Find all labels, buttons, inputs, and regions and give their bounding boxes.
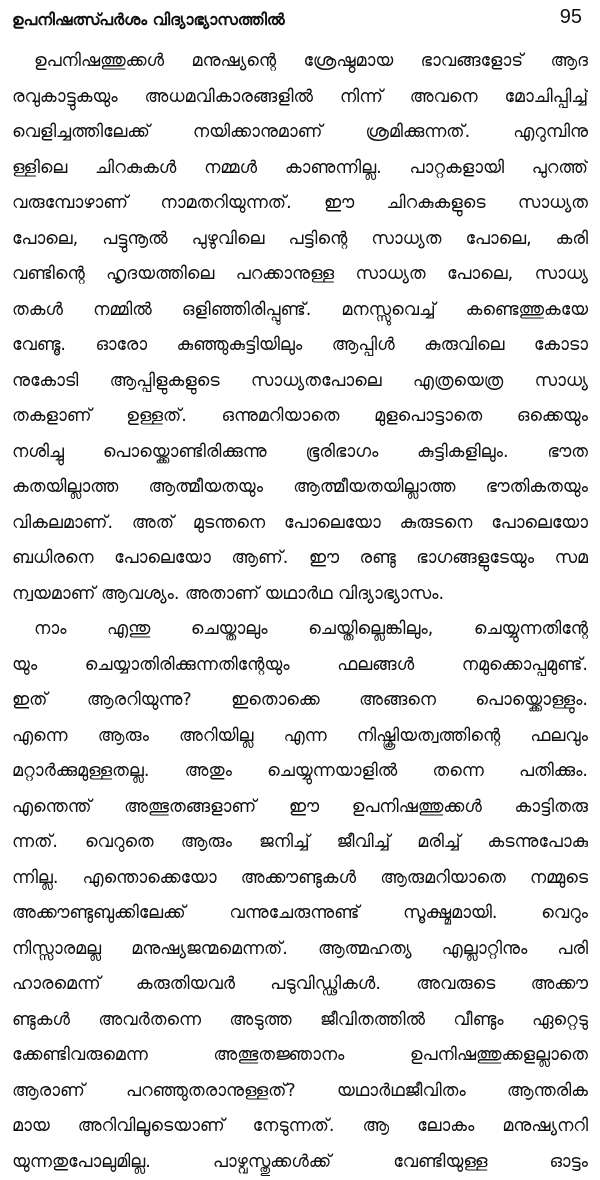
text-line: നിസ്സാരമല്ല മനുഷ്യജന്മമെന്നത്. ആത്മഹത്യ എല്ലാറ്റിനും പരി: [12, 932, 588, 968]
text-line: തകൾ നമ്മിൽ ഒളിഞ്ഞിരിപ്പുണ്ട്. മനസ്സുവെച്ച് കണ്ടെത്തുകയേ: [12, 293, 588, 329]
text-line: രവുകാട്ടുകയും അധമവികാരങ്ങളിൽ നിന്ന് അവനെ മോചിപ്പിച്ച്: [12, 80, 588, 116]
text-line: ന്നത്. വെറുതെ ആരും ജനിച്ച് ജീവിച്ച് മരിച്ച് കടന്നുപോകു: [12, 825, 588, 861]
text-line: പോലെ, പട്ടുനൂൽ പുഴുവിലെ പട്ടിന്റെ സാധ്യത പോലെ, കരി: [12, 222, 588, 258]
text-line: എന്നെ ആരും അറിയില്ല എന്ന നിഷ്ക്രിയത്വത്തിന്റെ ഫലവും: [12, 719, 588, 755]
text-line: വെളിച്ചത്തിലേക്ക് നയിക്കാനുമാണ് ശ്രമിക്കുന്നത്. എറുമ്പിനു: [12, 115, 588, 151]
text-line: ഹാരമെന്ന് കരുതിയവർ പടുവിഡ്ഢികൾ. അവരുടെ അക്കൗ: [12, 967, 588, 1003]
text-line: നുകോടി ആപ്പിളുകളുടെ സാധ്യതപോലെ എത്രയെത്ര സാധ്യ: [12, 364, 588, 400]
text-line: ന്വയമാണ് ആവശ്യം. അതാണ് യഥാർഥ വിദ്യാഭ്യാസം.: [12, 577, 588, 613]
text-line: മറ്റാർക്കുമുള്ളതല്ല. അതും ചെയ്യുന്നയാളിൽ തന്നെ പതിക്കും.: [12, 754, 588, 790]
text-line: ക്കേണ്ടിവരുമെന്ന അത്ഭുതജ്ഞാനം ഉപനിഷത്തുക്കളല്ലാതെ: [12, 1038, 588, 1074]
page-number: 95: [560, 6, 582, 29]
running-head: ഉപനിഷത്സ്പർശം വിദ്യാഭ്യാസത്തിൽ: [12, 10, 285, 30]
text-line: വണ്ടിന്റെ ഹൃദയത്തിലെ പറക്കാനുള്ള സാധ്യത പോലെ, സാധ്യ: [12, 257, 588, 293]
body-text: [12, 44, 588, 1180]
text-line: തകളാണ് ഉള്ളത്. ഒന്നുമറിയാതെ മുളപൊട്ടാതെ ഒക്കെയും: [12, 399, 588, 435]
text-line: ഇത് ആരറിയുന്നു? ഇതൊക്കെ അങ്ങനെ പൊയ്ക്കൊള്ളും.: [12, 683, 588, 719]
page-header: [12, 4, 588, 34]
text-line: യുന്നതുപോലുമില്ല. പാഴ്വസ്തുക്കൾക്ക് വേണ്ടിയുള്ള ഓട്ടം: [12, 1145, 588, 1180]
text-line: ബധിരനെ പോലെയോ ആണ്. ഈ രണ്ടു ഭാഗങ്ങളുടേയും സമ: [12, 541, 588, 577]
text-line: ള്ളിലെ ചിറകുകൾ നമ്മൾ കാണുന്നില്ല. പാറ്റകളായി പുറത്ത്: [12, 151, 588, 187]
text-line: വരുമ്പോഴാണ് നാമതറിയുന്നത്. ഈ ചിറകുകളുടെ സാധ്യത: [12, 186, 588, 222]
text-line: നാം എന്തു ചെയ്താലും ചെയ്തില്ലെങ്കിലും, ചെയ്യുന്നതിന്റേ: [12, 612, 588, 648]
text-line: ണ്ടുകൾ അവർതന്നെ അടുത്ത ജീവിതത്തിൽ വീണ്ടും ഏറ്റെടു: [12, 1003, 588, 1039]
text-line: വികലമാണ്. അത് മുടന്തനെ പോലെയോ കുരുടനെ പോലെയോ: [12, 506, 588, 542]
text-line: അക്കൗണ്ടുബുക്കിലേക്ക് വന്നുചേരുന്നുണ്ട് സൂക്ഷ്മമായി. വെറും: [12, 896, 588, 932]
text-line: കതയില്ലാത്ത ആത്മീയതയും ആത്മീയതയില്ലാത്ത ഭൗതികതയും: [12, 470, 588, 506]
text-line: എന്തെന്ത് അത്ഭുതങ്ങളാണ് ഈ ഉപനിഷത്തുക്കൾ കാട്ടിതരു: [12, 790, 588, 826]
text-line: വേണ്ടൂ. ഓരോ കുഞ്ഞുകുട്ടിയിലും ആപ്പിൾ കുരുവിലെ കോടാ: [12, 328, 588, 364]
text-line: മായ അറിവിലൂടെയാണ് നേടുന്നത്. ആ ലോകം മനുഷ്യനറി: [12, 1109, 588, 1145]
text-line: ന്നില്ല. എന്തൊക്കെയോ അക്കൗണ്ടുകൾ ആരുമറിയാതെ നമ്മുടെ: [12, 861, 588, 897]
text-line: ഉപനിഷത്തുക്കൾ മനുഷ്യന്റെ ശ്രേഷ്ഠമായ ഭാവങ്ങളോട് ആദ: [12, 44, 588, 80]
text-line: ആരാണ് പറഞ്ഞുതരാനുള്ളത്? യഥാർഥജീവിതം ആന്തരിക: [12, 1074, 588, 1110]
text-line: നശിച്ചു പൊയ്ക്കൊണ്ടിരിക്കുന്നു ഭൂരിഭാഗം കുട്ടികളിലും. ഭൗത: [12, 435, 588, 471]
text-line: യും ചെയ്യാതിരിക്കുന്നതിന്റേയും ഫലങ്ങൾ നമുക്കൊപ്പമുണ്ട്.: [12, 648, 588, 684]
